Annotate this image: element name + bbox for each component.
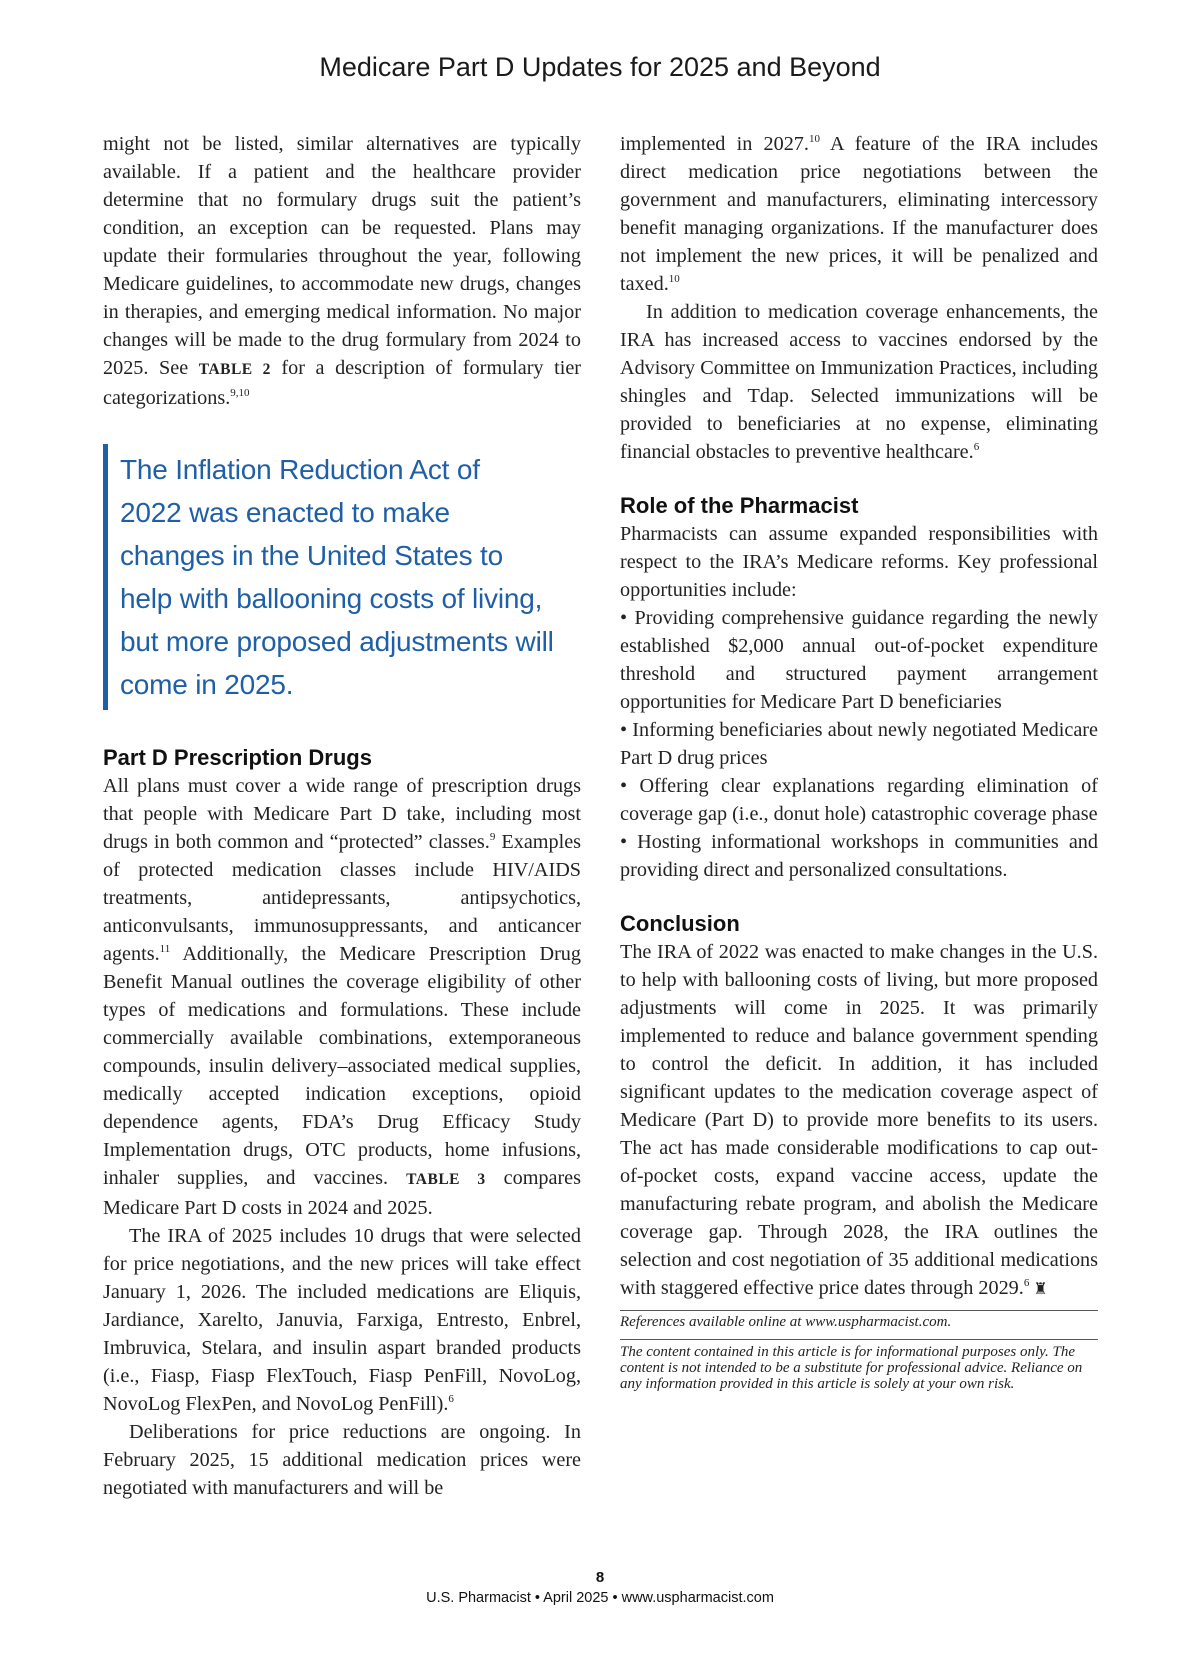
paragraph: implemented in 2027.10 A feature of the IRA includes direct medication price negotiations between the government and manufacturers, eliminating intercessory benefit managing organizations. If the manufacturer does not implement the new prices, it will be penalized and taxed.$^{10}$ [620,133,1098,295]
citation: 6 [973,441,980,453]
references-note[interactable]: References available online at www.uspharmacist.com. [620,1310,1098,1331]
pull-quote-line: 2022 was enacted to make [120,497,450,528]
paragraph: Pharmacists can assume expanded responsibilities with respect to the IRA’s Medicare reforms. Key professional opportunities include: [620,523,1098,601]
end-of-article-icon: ♜ [1033,1281,1048,1298]
list-item: • Informing beneficiaries about newly negotiated Medicare Part D drug prices [620,719,1098,769]
publication-footer: U.S. Pharmacist • April 2025 • www.uspharmacist.com [426,1590,774,1606]
section-heading: Role of the Pharmacist [620,493,859,518]
page-title: Medicare Part D Updates for 2025 and Beyond [319,52,881,82]
citation: 6 [448,1393,454,1405]
citation: 6 [1023,1277,1030,1289]
bullet-list [620,604,1098,884]
paragraph: In addition to medication coverage enhancements, the IRA has increased access to vaccines endorsed by the Advisory Committee on Immunization Practices, including shingles and Tdap. Selected immunizations will be provided to beneficiaries at no expense, eliminating financial obstacles to preventive healthcare.$^6$ [620,301,1098,463]
pull-quote-line: help with ballooning costs of living, [120,583,543,614]
list-item: • Hosting informational workshops in communities and providing direct and personalized consultations. [620,831,1098,881]
pull-quote-line: The Inflation Reduction Act of [120,454,480,485]
section-heading: Conclusion [620,911,740,936]
list-item: • Providing comprehensive guidance regarding the newly established $2,000 annual out-of-pocket expenditure threshold and structured payment arrangement opportunities for Medicare Part D beneficiaries [620,607,1098,713]
pull-quote-line: but more proposed adjustments will [120,626,554,657]
table-reference[interactable]: TABLE 2 [198,361,271,378]
paragraph: The IRA of 2025 includes 10 drugs that were selected for price negotiations, and the new prices will take effect January 1, 2026. The included medications are Eliquis, Jardiance, Xarelto, Januvia, Farxiga, Entresto, Enbrel, Imbruvica, Stelara, and insulin aspart branded products (i.e., Fiasp, Fiasp FlexTouch, Fiasp PenFill, NovoLog, NovoLog FlexPen, and NovoLog PenFill).$^6$ [103,1225,581,1415]
paragraph: All plans must cover a wide range of prescription drugs that people with Medicare Part D take, including most drugs in both common and “protected” classes.$^9$ Examples of protected medication classes include HIV/AIDS treatments, antidepressants, antipsychotics, anticonvulsants, immunosuppressants, and anticancer agents.$^{11}$ Additionally, the Medicare Prescription Drug Benefit Manual outlines the coverage eligibility of other types of medications and formulations. These include commercially available combinations, extemporaneous compounds, insulin delivery–associated medical supplies, medically accepted indication exceptions, opioid dependence agents, FDA’s Drug Efficacy Study Implementation drugs, OTC products, home infusions, inhaler supplies, and vaccines. TABLE 3 compares Medicare Part D costs in 2024 and 2025. [103,775,582,1219]
left-column [103,130,581,1502]
citation: 10 [668,273,680,285]
paragraph: The IRA of 2022 was enacted to make changes in the U.S. to help with ballooning costs of living, but more proposed adjustments will come in 2025. It was primarily implemented to reduce and balance government spending to control the deficit. In addition, it has included significant updates to the medication coverage aspect of Medicare (Part D) to provide more benefits to its users. The act has made considerable modifications to cap out-of-pocket costs, expand vaccine access, update the manufacturing rebate program, and abolish the Medicare coverage gap. Through 2028, the IRA outlines the selection and cost negotiation of 35 additional medications with staggered effective price dates through 2029.$^6$ ♜ [620,941,1098,1299]
citation: 9 [489,831,496,843]
pull-quote-line: come in 2025. [120,669,294,700]
paragraph: might not be listed, similar alternatives are typically available. If a patient and the healthcare provider determine that no formulary drugs suit the patient’s condition, an exception can be requested. Plans may update their formularies throughout the year, following Medicare guidelines, to accommodate new drugs, changes in therapies, and emerging medical information. No major changes will be made to the drug formulary from 2024 to 2025. See TABLE 2 for a description of formulary tier categorizations.$^{9,10}$ [103,133,581,409]
list-item: • Offering clear explanations regarding elimination of coverage gap (i.e., donut hole) catastrophic coverage phase [620,775,1098,825]
disclaimer: The content contained in this article is for informational purposes only. The content is not intended to be a substitute for professional advice. Reliance on any information provided in this article is solely at your own risk. [620,1339,1098,1392]
page-number: 8 [595,1569,605,1586]
section-heading: Part D Prescription Drugs [103,745,372,770]
paragraph: Deliberations for price reductions are ongoing. In February 2025, 15 additional medication prices were negotiated with manufacturers and will be [103,1421,581,1499]
pull-quote-line: changes in the United States to [120,540,503,571]
right-column [620,130,1098,1392]
table-reference[interactable]: TABLE 3 [406,1171,486,1188]
citation: 10 [808,133,820,145]
citation: 11 [159,943,171,955]
pull-quote [103,444,581,710]
citation: 9,10 [230,387,250,399]
